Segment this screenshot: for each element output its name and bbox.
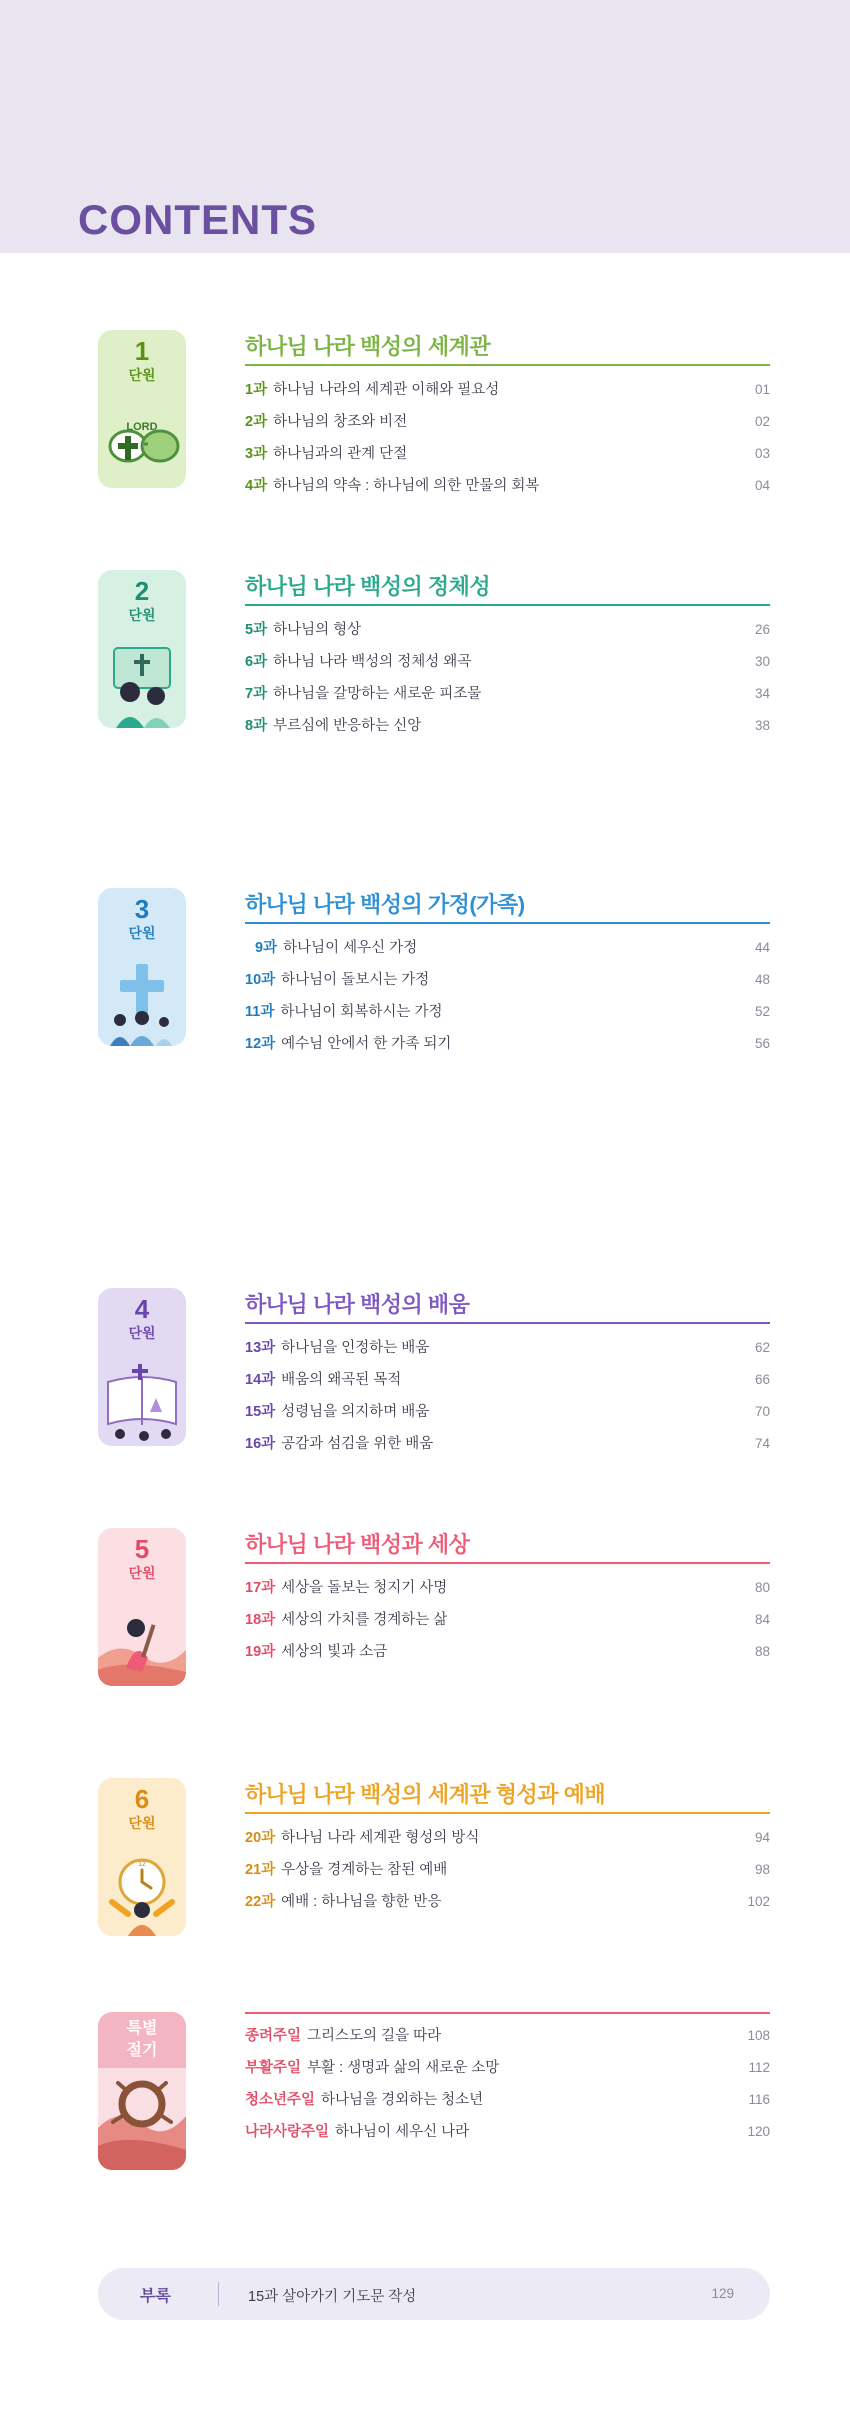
toc-row[interactable] xyxy=(245,710,770,742)
lesson-title: 하나님의 약속 : 하나님에 의한 만물의 회복 xyxy=(273,478,540,494)
page-number: 38 xyxy=(754,718,770,733)
unit-title: 하나님 나라 백성의 가정(가족) xyxy=(245,892,525,917)
unit-thumbnail-person-world-icon xyxy=(98,1598,186,1686)
toc-row[interactable] xyxy=(245,932,770,964)
lesson-title: 하나님 나라의 세계관 이해와 필요성 xyxy=(273,382,500,398)
unit-toc-rows xyxy=(245,1332,770,1460)
unit-badge-5 xyxy=(98,1528,186,1598)
toc-row[interactable] xyxy=(245,1886,770,1918)
lesson-title: 성령님을 의지하며 배움 xyxy=(281,1404,430,1420)
lesson-number: 3과 xyxy=(245,446,268,462)
page-number: 94 xyxy=(754,1830,770,1845)
unit-rule xyxy=(245,1562,770,1564)
lesson-number: 13과 xyxy=(245,1340,276,1356)
toc-row[interactable] xyxy=(245,2020,770,2052)
toc-row[interactable] xyxy=(245,2052,770,2084)
lesson-title: 예수님 안에서 한 가족 되기 xyxy=(281,1036,452,1052)
unit-toc-rows xyxy=(245,932,770,1060)
lesson-number: 9과 xyxy=(255,940,278,956)
toc-row[interactable] xyxy=(245,1332,770,1364)
unit-label: 단원 xyxy=(128,925,156,941)
lesson-title: 세상의 빛과 소금 xyxy=(281,1644,388,1660)
lesson-number: 4과 xyxy=(245,478,268,494)
unit-badge-1 xyxy=(98,330,186,400)
unit-number: 5 xyxy=(134,1534,150,1564)
special-badge xyxy=(98,2012,186,2068)
svg-text:12: 12 xyxy=(138,1861,146,1868)
lesson-number: 5과 xyxy=(245,622,268,638)
unit-thumbnail-two-people-icon xyxy=(98,640,186,728)
unit-label: 단원 xyxy=(128,367,156,383)
page-number: 112 xyxy=(748,2060,770,2075)
special-badge-line2: 절기 xyxy=(126,2042,158,2059)
season-title: 하나님을 경외하는 청소년 xyxy=(321,2092,484,2108)
page-number: 80 xyxy=(754,1580,770,1595)
special-toc-rows xyxy=(245,2020,770,2148)
unit-title: 하나님 나라 백성의 정체성 xyxy=(245,574,491,599)
unit-number: 6 xyxy=(134,1784,150,1814)
toc-row[interactable] xyxy=(245,2116,770,2148)
appendix-page-number: 129 xyxy=(711,2286,734,2301)
lesson-number: 16과 xyxy=(245,1436,276,1452)
lesson-number: 15과 xyxy=(245,1404,276,1420)
appendix-bar[interactable] xyxy=(98,2268,770,2320)
lesson-number: 14과 xyxy=(245,1372,276,1388)
lesson-title: 공감과 섬김을 위한 배움 xyxy=(281,1436,434,1452)
page-number: 48 xyxy=(754,972,770,987)
unit-toc-rows xyxy=(245,1572,770,1668)
unit-label: 단원 xyxy=(128,1565,156,1581)
toc-row[interactable] xyxy=(245,1604,770,1636)
lesson-number: 22과 xyxy=(245,1894,276,1910)
toc-row[interactable] xyxy=(245,1364,770,1396)
lesson-title: 하나님이 돌보시는 가정 xyxy=(281,972,430,988)
unit-thumbnail-glasses-cross-icon xyxy=(98,400,186,488)
page-number: 62 xyxy=(754,1340,770,1355)
toc-row[interactable] xyxy=(245,1396,770,1428)
page-number: 44 xyxy=(754,940,770,955)
unit-rule xyxy=(245,1322,770,1324)
lesson-number: 20과 xyxy=(245,1830,276,1846)
page-title: CONTENTS xyxy=(78,196,317,243)
unit-title: 하나님 나라 백성의 세계관 형성과 예배 xyxy=(245,1782,606,1807)
lesson-title: 하나님을 갈망하는 새로운 피조물 xyxy=(273,686,482,702)
page-number: 56 xyxy=(754,1036,770,1051)
page-number: 01 xyxy=(754,382,770,397)
season-name: 나라사랑주일 xyxy=(245,2124,330,2140)
lesson-number: 1과 xyxy=(245,382,268,398)
page-number: 74 xyxy=(754,1436,770,1451)
unit-label: 단원 xyxy=(128,1815,156,1831)
unit-title: 하나님 나라 백성과 세상 xyxy=(245,1532,470,1557)
toc-row[interactable] xyxy=(245,1854,770,1886)
unit-badge-3 xyxy=(98,888,186,958)
svg-text:LORD: LORD xyxy=(126,421,158,433)
unit-thumbnail-book-study-icon xyxy=(98,1358,186,1446)
page-number: 102 xyxy=(747,1894,770,1909)
page-number: 02 xyxy=(754,414,770,429)
lesson-number: 12과 xyxy=(245,1036,276,1052)
lesson-title: 하나님 나라 세계관 형성의 방식 xyxy=(281,1830,480,1846)
season-title: 부활 : 생명과 삶의 새로운 소망 xyxy=(307,2060,500,2076)
appendix-divider xyxy=(218,2282,219,2306)
page-number: 120 xyxy=(747,2124,770,2139)
toc-row[interactable] xyxy=(245,438,770,470)
lesson-title: 세상을 돌보는 청지기 사명 xyxy=(281,1580,448,1596)
unit-thumbnail-clock-worship-icon xyxy=(98,1848,186,1936)
toc-row[interactable] xyxy=(245,1572,770,1604)
unit-badge-6 xyxy=(98,1778,186,1848)
lesson-number: 7과 xyxy=(245,686,268,702)
unit-rule xyxy=(245,922,770,924)
toc-row[interactable] xyxy=(245,964,770,996)
unit-number: 1 xyxy=(134,336,150,366)
season-name: 부활주일 xyxy=(245,2060,302,2076)
lesson-title: 세상의 가치를 경계하는 삶 xyxy=(281,1612,448,1628)
unit-rule xyxy=(245,604,770,606)
page-number: 30 xyxy=(754,654,770,669)
lesson-number: 2과 xyxy=(245,414,268,430)
lesson-title: 하나님의 형상 xyxy=(273,622,362,638)
lesson-number: 8과 xyxy=(245,718,268,734)
page-number: 70 xyxy=(754,1404,770,1419)
unit-badge-4 xyxy=(98,1288,186,1358)
unit-number: 4 xyxy=(134,1294,150,1324)
toc-row[interactable] xyxy=(245,996,770,1028)
page-number: 26 xyxy=(754,622,770,637)
lesson-title: 우상을 경계하는 참된 예배 xyxy=(281,1862,448,1878)
page-number: 116 xyxy=(748,2092,770,2107)
lesson-title: 하나님이 세우신 가정 xyxy=(283,940,418,956)
toc-row[interactable] xyxy=(245,2084,770,2116)
lesson-title: 부르심에 반응하는 신앙 xyxy=(273,718,422,734)
toc-row[interactable] xyxy=(245,678,770,710)
lesson-number: 18과 xyxy=(245,1612,276,1628)
lesson-number: 11과 xyxy=(245,1004,275,1020)
unit-thumbnail-family-cross-icon xyxy=(98,958,186,1046)
page-number: 98 xyxy=(754,1862,770,1877)
toc-row[interactable] xyxy=(245,1428,770,1460)
page-number: 66 xyxy=(754,1372,770,1387)
season-name: 종려주일 xyxy=(245,2028,302,2044)
lesson-number: 21과 xyxy=(245,1862,276,1878)
page-number: 84 xyxy=(754,1612,770,1627)
toc-row[interactable] xyxy=(245,1636,770,1668)
unit-number: 2 xyxy=(134,576,150,606)
lesson-title: 하나님 나라 백성의 정체성 왜곡 xyxy=(273,654,472,670)
page-number: 88 xyxy=(754,1644,770,1659)
toc-row[interactable] xyxy=(245,1822,770,1854)
lesson-number: 6과 xyxy=(245,654,268,670)
unit-toc-rows xyxy=(245,1822,770,1918)
unit-number: 3 xyxy=(134,894,150,924)
unit-toc-rows xyxy=(245,374,770,502)
toc-row[interactable] xyxy=(245,1028,770,1060)
lesson-title: 배움의 왜곡된 목적 xyxy=(281,1372,402,1388)
page-number: 34 xyxy=(754,686,770,701)
unit-label: 단원 xyxy=(128,1325,156,1341)
toc-row[interactable] xyxy=(245,374,770,406)
unit-label: 단원 xyxy=(128,607,156,623)
appendix-label: 부록 xyxy=(140,2288,171,2305)
special-thumbnail-crown-thorns-icon xyxy=(98,2068,186,2170)
lesson-number: 10과 xyxy=(245,972,276,988)
unit-toc-rows xyxy=(245,614,770,742)
lesson-number: 17과 xyxy=(245,1580,276,1596)
unit-title: 하나님 나라 백성의 세계관 xyxy=(245,334,491,359)
unit-badge-2 xyxy=(98,570,186,640)
season-name: 청소년주일 xyxy=(245,2092,316,2108)
unit-title: 하나님 나라 백성의 배움 xyxy=(245,1292,470,1317)
toc-row[interactable] xyxy=(245,406,770,438)
lesson-title: 예배 : 하나님을 향한 반응 xyxy=(281,1894,442,1910)
lesson-title: 하나님이 회복하시는 가정 xyxy=(280,1004,443,1020)
special-badge-line1: 특별 xyxy=(126,2020,158,2037)
page-number: 03 xyxy=(754,446,770,461)
season-title: 그리스도의 길을 따라 xyxy=(307,2028,442,2044)
page-number: 04 xyxy=(754,478,770,493)
lesson-title: 하나님과의 관계 단절 xyxy=(273,446,408,462)
toc-row[interactable] xyxy=(245,614,770,646)
lesson-title: 하나님의 창조와 비전 xyxy=(273,414,408,430)
toc-row[interactable] xyxy=(245,470,770,502)
unit-rule xyxy=(245,364,770,366)
lesson-title: 하나님을 인정하는 배움 xyxy=(281,1340,430,1356)
lesson-number: 19과 xyxy=(245,1644,276,1660)
unit-rule xyxy=(245,1812,770,1814)
page-number: 52 xyxy=(754,1004,770,1019)
page-number: 108 xyxy=(747,2028,770,2043)
special-rule-top xyxy=(245,2012,770,2014)
appendix-text: 15과 살아가기 기도문 작성 xyxy=(248,2289,417,2305)
toc-row[interactable] xyxy=(245,646,770,678)
season-title: 하나님이 세우신 나라 xyxy=(335,2124,470,2140)
